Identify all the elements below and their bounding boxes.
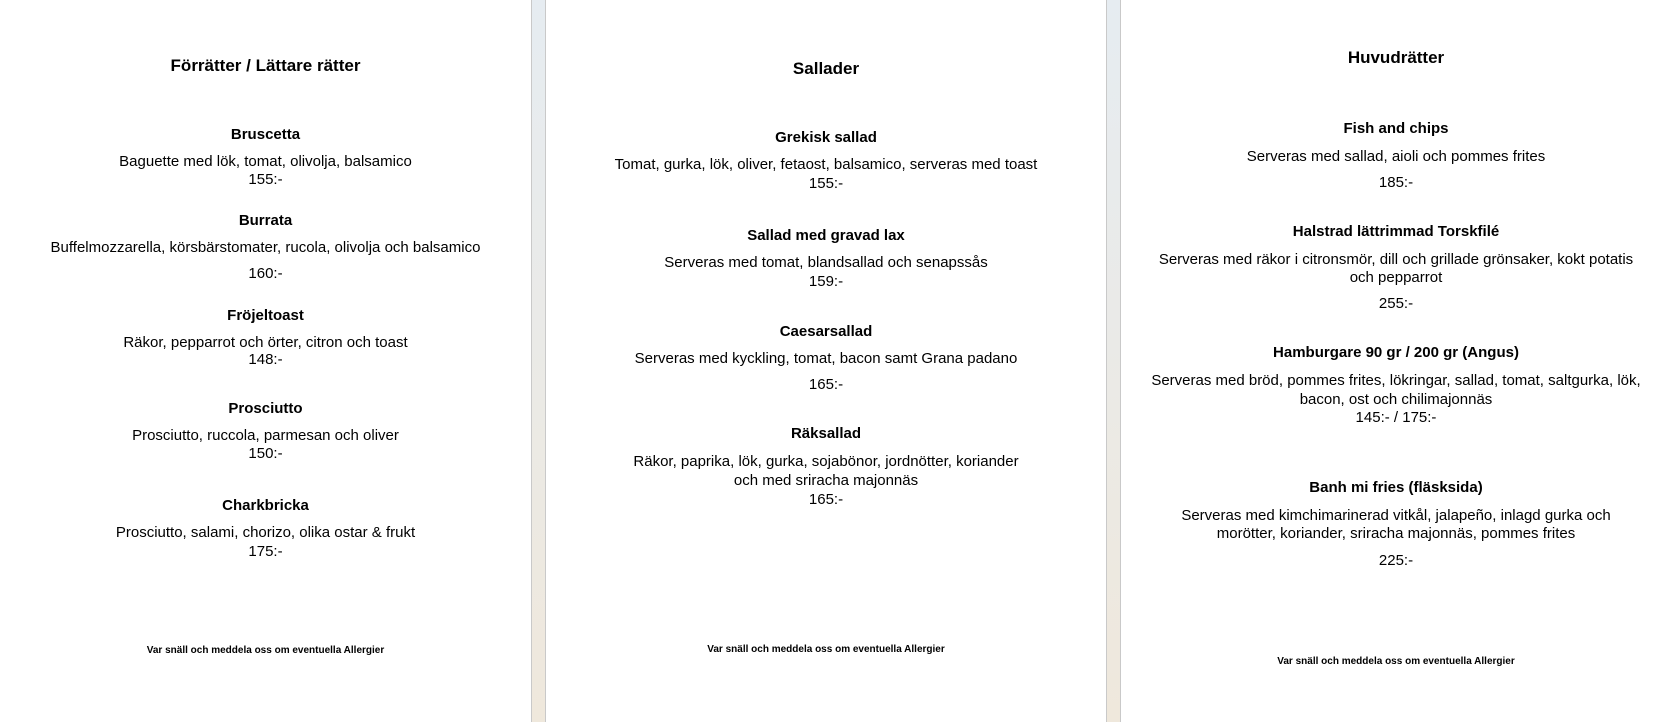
item-description: Räkor, pepparrot och örter, citron och toast [123,334,408,351]
item-description: Tomat, gurka, lök, oliver, fetaost, balsamico, serveras med toast [614,156,1038,173]
item-name: Burrata [238,212,293,229]
item-name: Prosciutto [228,400,303,417]
item-name: Grekisk sallad [775,129,877,146]
item-description: Prosciutto, ruccola, parmesan och oliver [132,427,399,444]
item-price: 155:- [808,175,844,192]
item-description-line: Serveras med räkor i citronsmör, dill och grillade grönsaker, kokt potatis [1158,251,1634,268]
menu-page-mains [1120,0,1671,722]
item-name: Hamburgare 90 gr / 200 gr (Angus) [1273,344,1519,361]
item-name: Fish and chips [1343,120,1449,137]
item-description: Serveras med sallad, aioli och pommes frites [1246,148,1546,165]
item-description: Buffelmozzarella, körsbärstomater, rucola, olivolja och balsamico [50,239,481,256]
item-description: Prosciutto, salami, chorizo, olika ostar & frukt [115,524,416,541]
allergy-note: Var snäll och meddela oss om eventuella Allergier [1277,656,1515,667]
item-price: 145:- / 175:- [1355,409,1437,426]
item-price: 255:- [1378,295,1414,312]
item-name: Fröjeltoast [227,307,304,324]
item-price: 155:- [248,171,283,188]
item-description-line: bacon, ost och chilimajonnäs [1299,391,1493,408]
item-price: 159:- [808,273,844,290]
item-description-line: Serveras med bröd, pommes frites, lökringar, sallad, tomat, saltgurka, lök, [1151,372,1641,389]
section-heading: Sallader [792,59,860,78]
item-price: 175:- [248,543,283,560]
item-price: 150:- [248,445,283,462]
item-price: 160:- [248,265,283,282]
item-price: 225:- [1378,552,1414,569]
item-description-line: och med sriracha majonnäs [733,472,919,489]
item-description: Serveras med tomat, blandsallad och senapssås [664,254,988,271]
item-name: Banh mi fries (fläsksida) [1309,479,1483,496]
item-price: 165:- [808,376,844,393]
allergy-note: Var snäll och meddela oss om eventuella Allergier [146,645,385,656]
item-price: 148:- [248,351,283,368]
item-name: Charkbricka [222,497,309,514]
item-name: Bruscetta [230,126,301,143]
item-name: Halstrad lättrimmad Torskfilé [1292,223,1500,240]
item-description: Serveras med kyckling, tomat, bacon samt Grana padano [634,350,1018,367]
section-heading: Förrätter / Lättare rätter [170,56,361,75]
item-description-line: Serveras med kimchimarinerad vitkål, jalapeño, inlagd gurka och [1181,507,1611,524]
menu-page-salads [545,0,1107,722]
menu-page-starters [0,0,532,722]
item-name: Sallad med gravad lax [747,227,905,244]
item-price: 185:- [1378,174,1414,191]
item-description: Baguette med lök, tomat, olivolja, balsamico [119,153,412,170]
item-description-line: och pepparrot [1349,269,1443,286]
item-name: Caesarsallad [779,323,873,340]
item-description-line: Räkor, paprika, lök, gurka, sojabönor, jordnötter, koriander [633,453,1019,470]
section-heading: Huvudrätter [1347,48,1445,67]
item-price: 165:- [808,491,844,508]
item-description-line: morötter, koriander, sriracha majonnäs, pommes frites [1216,525,1576,542]
item-name: Räksallad [790,425,862,442]
allergy-note: Var snäll och meddela oss om eventuella Allergier [707,644,945,655]
